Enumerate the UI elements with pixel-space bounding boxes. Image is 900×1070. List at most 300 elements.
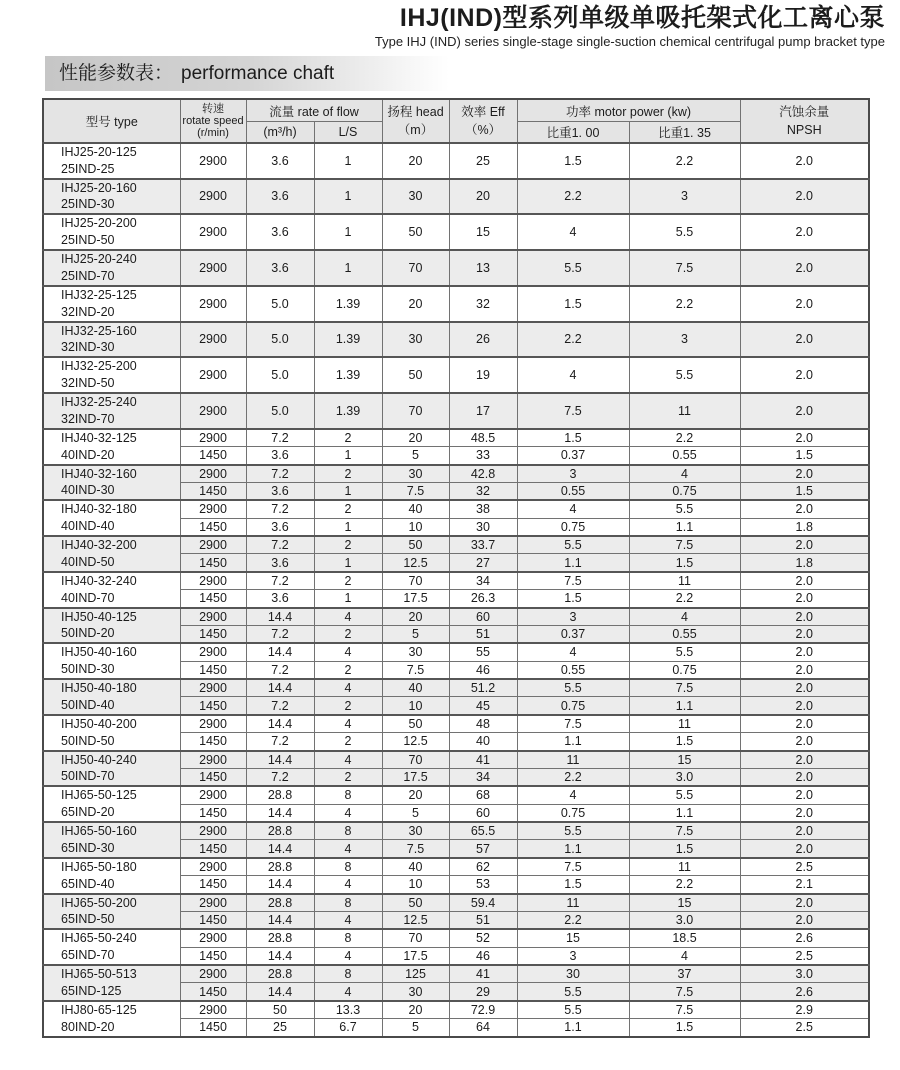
power_sg135-cell: 2.2 bbox=[629, 286, 740, 322]
model-cell bbox=[43, 429, 180, 465]
power_sg135-cell: 11 bbox=[629, 715, 740, 733]
model-name: IHJ25-20-160 bbox=[61, 180, 137, 195]
eff-cell: 57 bbox=[449, 840, 517, 858]
section-label-zh: 性能参数表： bbox=[59, 62, 174, 84]
flow_m3h-cell: 7.2 bbox=[246, 465, 314, 483]
model-name: IHJ32-25-160 bbox=[61, 323, 137, 338]
npsh-cell: 2.0 bbox=[740, 536, 869, 554]
flow_ls-cell: 2 bbox=[314, 500, 382, 518]
flow_ls-cell: 4 bbox=[314, 983, 382, 1001]
power_sg100-cell: 1.1 bbox=[517, 733, 629, 751]
power_sg100-cell: 1.5 bbox=[517, 876, 629, 894]
npsh-cell: 2.5 bbox=[740, 947, 869, 965]
power_sg100-cell: 1.1 bbox=[517, 1019, 629, 1037]
flow_ls-cell: 4 bbox=[314, 876, 382, 894]
npsh-cell: 2.0 bbox=[740, 822, 869, 840]
flow_m3h-cell: 7.2 bbox=[246, 768, 314, 786]
model-name: IHJ65-50-240 bbox=[61, 931, 137, 946]
speed-cell: 1450 bbox=[180, 840, 246, 858]
model-name: IHJ50-40-240 bbox=[61, 752, 137, 767]
power_sg135-cell: 3.0 bbox=[629, 768, 740, 786]
model-name: IHJ32-25-200 bbox=[61, 359, 137, 374]
head-cell: 70 bbox=[382, 393, 449, 429]
col-header-head: 扬程 head （m） bbox=[382, 99, 449, 143]
head-cell: 20 bbox=[382, 286, 449, 322]
npsh-cell: 2.0 bbox=[740, 572, 869, 590]
eff-cell: 60 bbox=[449, 804, 517, 822]
flow_ls-cell: 1 bbox=[314, 482, 382, 500]
model-name: IHJ25-20-240 bbox=[61, 252, 137, 266]
eff-cell: 27 bbox=[449, 554, 517, 572]
power_sg100-cell: 3 bbox=[517, 947, 629, 965]
npsh-cell: 2.0 bbox=[740, 840, 869, 858]
eff-cell: 48.5 bbox=[449, 429, 517, 447]
power_sg100-cell: 1.5 bbox=[517, 143, 629, 179]
model-cell bbox=[43, 143, 180, 179]
flow_m3h-cell: 7.2 bbox=[246, 572, 314, 590]
flow_m3h-cell: 14.4 bbox=[246, 876, 314, 894]
model-cell bbox=[43, 894, 180, 930]
power_sg135-cell: 1.5 bbox=[629, 733, 740, 751]
eff-cell: 64 bbox=[449, 1019, 517, 1037]
table-row bbox=[43, 393, 869, 429]
head-cell: 17.5 bbox=[382, 947, 449, 965]
npsh-cell: 2.0 bbox=[740, 465, 869, 483]
table-row bbox=[43, 536, 869, 554]
head-cell: 50 bbox=[382, 536, 449, 554]
head-cell: 12.5 bbox=[382, 911, 449, 929]
flow_m3h-cell: 14.4 bbox=[246, 804, 314, 822]
eff-cell: 34 bbox=[449, 572, 517, 590]
power_sg100-cell: 1.5 bbox=[517, 590, 629, 608]
power_sg100-cell: 7.5 bbox=[517, 393, 629, 429]
npsh-cell: 2.0 bbox=[740, 697, 869, 715]
section-banner bbox=[45, 56, 449, 91]
speed-cell: 2900 bbox=[180, 965, 246, 983]
table-row bbox=[43, 572, 869, 590]
power_sg100-cell: 2.2 bbox=[517, 322, 629, 358]
table-body bbox=[43, 143, 869, 1037]
power_sg100-cell: 2.2 bbox=[517, 768, 629, 786]
model-name: IHJ65-50-200 bbox=[61, 895, 137, 910]
flow_ls-cell: 8 bbox=[314, 965, 382, 983]
model-alt-name: 40IND-70 bbox=[61, 590, 115, 605]
power_sg100-cell: 4 bbox=[517, 643, 629, 661]
head-cell: 50 bbox=[382, 357, 449, 393]
flow_m3h-cell: 14.4 bbox=[246, 840, 314, 858]
speed-cell: 2900 bbox=[180, 500, 246, 518]
power_sg135-cell: 4 bbox=[629, 465, 740, 483]
eff-cell: 41 bbox=[449, 965, 517, 983]
speed-cell: 1450 bbox=[180, 590, 246, 608]
model-alt-name: 25IND-30 bbox=[61, 197, 115, 212]
power_sg100-cell: 0.75 bbox=[517, 697, 629, 715]
speed-cell: 1450 bbox=[180, 768, 246, 786]
table-row bbox=[43, 929, 869, 947]
power_sg135-cell: 37 bbox=[629, 965, 740, 983]
eff-cell: 51 bbox=[449, 625, 517, 643]
flow_m3h-cell: 7.2 bbox=[246, 697, 314, 715]
eff-cell: 13 bbox=[449, 250, 517, 286]
head-cell: 5 bbox=[382, 447, 449, 465]
flow_ls-cell: 1 bbox=[314, 590, 382, 608]
eff-cell: 46 bbox=[449, 947, 517, 965]
eff-cell: 38 bbox=[449, 500, 517, 518]
subcol-flow-m3h: (m³/h) bbox=[246, 122, 314, 143]
flow_m3h-cell: 14.4 bbox=[246, 911, 314, 929]
col-header-speed: 转速 rotate speed (r/min) bbox=[180, 99, 246, 143]
flow_ls-cell: 1 bbox=[314, 518, 382, 536]
head-cell: 20 bbox=[382, 429, 449, 447]
npsh-cell: 2.6 bbox=[740, 983, 869, 1001]
eff-cell: 60 bbox=[449, 608, 517, 626]
eff-cell: 53 bbox=[449, 876, 517, 894]
head-cell: 20 bbox=[382, 786, 449, 804]
model-name: IHJ50-40-180 bbox=[61, 681, 137, 695]
speed-cell: 2900 bbox=[180, 608, 246, 626]
head-cell: 40 bbox=[382, 858, 449, 876]
speed-cell: 1450 bbox=[180, 554, 246, 572]
flow_m3h-cell: 28.8 bbox=[246, 929, 314, 947]
eff-cell: 19 bbox=[449, 357, 517, 393]
head-cell: 40 bbox=[382, 679, 449, 697]
npsh-cell: 2.0 bbox=[740, 661, 869, 679]
flow_ls-cell: 4 bbox=[314, 715, 382, 733]
npsh-cell: 2.0 bbox=[740, 625, 869, 643]
power_sg100-cell: 1.5 bbox=[517, 429, 629, 447]
power_sg135-cell: 1.5 bbox=[629, 1019, 740, 1037]
head-cell: 5 bbox=[382, 625, 449, 643]
power_sg100-cell: 0.55 bbox=[517, 661, 629, 679]
flow_ls-cell: 2 bbox=[314, 429, 382, 447]
eff-cell: 15 bbox=[449, 214, 517, 250]
speed-cell: 2900 bbox=[180, 929, 246, 947]
speed-cell: 2900 bbox=[180, 143, 246, 179]
head-cell: 5 bbox=[382, 804, 449, 822]
model-alt-name: 32IND-50 bbox=[61, 376, 115, 391]
col-header-power: 功率 motor power (kw) bbox=[517, 99, 740, 122]
eff-cell: 25 bbox=[449, 143, 517, 179]
speed-cell: 1450 bbox=[180, 911, 246, 929]
model-name: IHJ40-32-180 bbox=[61, 502, 137, 517]
flow_ls-cell: 2 bbox=[314, 697, 382, 715]
power_sg135-cell: 3 bbox=[629, 322, 740, 358]
flow_ls-cell: 4 bbox=[314, 643, 382, 661]
npsh-cell: 2.0 bbox=[740, 751, 869, 769]
power_sg135-cell: 18.5 bbox=[629, 929, 740, 947]
eff-cell: 32 bbox=[449, 286, 517, 322]
model-cell bbox=[43, 751, 180, 787]
head-cell: 30 bbox=[382, 465, 449, 483]
speed-cell: 2900 bbox=[180, 894, 246, 912]
head-cell: 30 bbox=[382, 643, 449, 661]
model-name: IHJ50-40-160 bbox=[61, 645, 137, 660]
table-row bbox=[43, 357, 869, 393]
power_sg100-cell: 0.75 bbox=[517, 804, 629, 822]
power_sg135-cell: 7.5 bbox=[629, 536, 740, 554]
npsh-cell: 2.0 bbox=[740, 179, 869, 215]
table-row bbox=[43, 143, 869, 179]
flow_m3h-cell: 3.6 bbox=[246, 518, 314, 536]
model-cell bbox=[43, 179, 180, 215]
speed-cell: 2900 bbox=[180, 536, 246, 554]
section-label-en: performance chaft bbox=[181, 62, 335, 84]
npsh-cell: 2.0 bbox=[740, 643, 869, 661]
npsh-cell: 2.0 bbox=[740, 786, 869, 804]
col-header-npsh: 汽蚀余量 NPSH bbox=[740, 99, 869, 143]
model-alt-name: 80IND-20 bbox=[61, 1019, 115, 1034]
eff-cell: 33.7 bbox=[449, 536, 517, 554]
power_sg100-cell: 3 bbox=[517, 608, 629, 626]
power_sg100-cell: 0.37 bbox=[517, 625, 629, 643]
flow_m3h-cell: 3.6 bbox=[246, 554, 314, 572]
model-name: IHJ40-32-160 bbox=[61, 466, 137, 481]
power_sg135-cell: 5.5 bbox=[629, 643, 740, 661]
model-cell bbox=[43, 214, 180, 250]
subcol-power-sg135: 比重1. 35 bbox=[629, 122, 740, 143]
head-cell: 50 bbox=[382, 894, 449, 912]
table-row bbox=[43, 751, 869, 769]
speed-cell: 1450 bbox=[180, 697, 246, 715]
head-cell: 125 bbox=[382, 965, 449, 983]
flow_ls-cell: 8 bbox=[314, 929, 382, 947]
power_sg135-cell: 7.5 bbox=[629, 250, 740, 286]
flow_ls-cell: 8 bbox=[314, 786, 382, 804]
flow_m3h-cell: 7.2 bbox=[246, 500, 314, 518]
power_sg100-cell: 0.75 bbox=[517, 518, 629, 536]
model-cell bbox=[43, 536, 180, 572]
flow_ls-cell: 8 bbox=[314, 822, 382, 840]
table-row bbox=[43, 179, 869, 215]
flow_ls-cell: 4 bbox=[314, 947, 382, 965]
flow_ls-cell: 1.39 bbox=[314, 357, 382, 393]
npsh-cell: 2.0 bbox=[740, 500, 869, 518]
model-name: IHJ32-25-125 bbox=[61, 287, 137, 302]
flow_m3h-cell: 5.0 bbox=[246, 322, 314, 358]
power_sg135-cell: 7.5 bbox=[629, 822, 740, 840]
power_sg100-cell: 7.5 bbox=[517, 715, 629, 733]
flow_m3h-cell: 5.0 bbox=[246, 286, 314, 322]
speed-cell: 2900 bbox=[180, 179, 246, 215]
flow_ls-cell: 1 bbox=[314, 554, 382, 572]
eff-cell: 26.3 bbox=[449, 590, 517, 608]
model-name: IHJ25-20-125 bbox=[61, 144, 137, 159]
npsh-cell: 2.5 bbox=[740, 1019, 869, 1037]
eff-cell: 34 bbox=[449, 768, 517, 786]
performance-table bbox=[42, 98, 870, 1038]
head-cell: 30 bbox=[382, 822, 449, 840]
table-row bbox=[43, 786, 869, 804]
speed-cell: 2900 bbox=[180, 822, 246, 840]
model-alt-name: 32IND-30 bbox=[61, 340, 115, 355]
model-alt-name: 25IND-25 bbox=[61, 161, 115, 176]
speed-cell: 2900 bbox=[180, 393, 246, 429]
flow_ls-cell: 2 bbox=[314, 661, 382, 679]
model-cell bbox=[43, 286, 180, 322]
model-alt-name: 40IND-30 bbox=[61, 483, 115, 498]
head-cell: 30 bbox=[382, 983, 449, 1001]
flow_ls-cell: 4 bbox=[314, 911, 382, 929]
npsh-cell: 2.0 bbox=[740, 322, 869, 358]
table-header bbox=[43, 99, 869, 143]
flow_m3h-cell: 7.2 bbox=[246, 733, 314, 751]
speed-cell: 2900 bbox=[180, 357, 246, 393]
flow_m3h-cell: 28.8 bbox=[246, 822, 314, 840]
speed-cell: 2900 bbox=[180, 322, 246, 358]
model-cell bbox=[43, 929, 180, 965]
head-cell: 50 bbox=[382, 715, 449, 733]
flow_m3h-cell: 3.6 bbox=[246, 250, 314, 286]
power_sg135-cell: 5.5 bbox=[629, 500, 740, 518]
power_sg135-cell: 5.5 bbox=[629, 357, 740, 393]
eff-cell: 51 bbox=[449, 911, 517, 929]
flow_m3h-cell: 14.4 bbox=[246, 679, 314, 697]
subcol-power-sg100: 比重1. 00 bbox=[517, 122, 629, 143]
flow_ls-cell: 1 bbox=[314, 250, 382, 286]
power_sg100-cell: 4 bbox=[517, 500, 629, 518]
power_sg100-cell: 5.5 bbox=[517, 250, 629, 286]
model-name: IHJ40-32-125 bbox=[61, 430, 137, 445]
eff-cell: 29 bbox=[449, 983, 517, 1001]
power_sg100-cell: 3 bbox=[517, 465, 629, 483]
eff-cell: 68 bbox=[449, 786, 517, 804]
power_sg100-cell: 2.2 bbox=[517, 179, 629, 215]
page-title: IHJ(IND)型系列单级单吸托架式化工离心泵 bbox=[399, 4, 885, 32]
head-cell: 70 bbox=[382, 751, 449, 769]
npsh-cell: 1.8 bbox=[740, 518, 869, 536]
npsh-cell: 2.0 bbox=[740, 393, 869, 429]
flow_m3h-cell: 7.2 bbox=[246, 661, 314, 679]
npsh-cell: 2.0 bbox=[740, 250, 869, 286]
head-cell: 30 bbox=[382, 179, 449, 215]
head-cell: 5 bbox=[382, 1019, 449, 1037]
model-cell bbox=[43, 822, 180, 858]
flow_m3h-cell: 25 bbox=[246, 1019, 314, 1037]
model-alt-name: 50IND-30 bbox=[61, 662, 115, 677]
speed-cell: 2900 bbox=[180, 250, 246, 286]
model-alt-name: 40IND-20 bbox=[61, 447, 115, 462]
power_sg100-cell: 5.5 bbox=[517, 536, 629, 554]
document-header bbox=[0, 0, 900, 49]
head-cell: 12.5 bbox=[382, 554, 449, 572]
flow_m3h-cell: 5.0 bbox=[246, 357, 314, 393]
eff-cell: 52 bbox=[449, 929, 517, 947]
power_sg135-cell: 1.1 bbox=[629, 518, 740, 536]
model-name: IHJ65-50-513 bbox=[61, 967, 137, 981]
col-header-eff: 效率 Eff （%） bbox=[449, 99, 517, 143]
flow_m3h-cell: 28.8 bbox=[246, 786, 314, 804]
table-row bbox=[43, 715, 869, 733]
power_sg100-cell: 2.2 bbox=[517, 911, 629, 929]
model-alt-name: 32IND-20 bbox=[61, 304, 115, 319]
flow_m3h-cell: 28.8 bbox=[246, 858, 314, 876]
flow_ls-cell: 8 bbox=[314, 894, 382, 912]
power_sg100-cell: 4 bbox=[517, 214, 629, 250]
model-cell bbox=[43, 322, 180, 358]
npsh-cell: 2.0 bbox=[740, 590, 869, 608]
eff-cell: 41 bbox=[449, 751, 517, 769]
power_sg100-cell: 4 bbox=[517, 357, 629, 393]
power_sg135-cell: 11 bbox=[629, 393, 740, 429]
flow_ls-cell: 1.39 bbox=[314, 322, 382, 358]
col-header-model: 型号 type bbox=[43, 99, 180, 143]
flow_m3h-cell: 7.2 bbox=[246, 429, 314, 447]
model-cell bbox=[43, 608, 180, 644]
model-name: IHJ50-40-125 bbox=[61, 609, 137, 624]
speed-cell: 2900 bbox=[180, 572, 246, 590]
model-name: IHJ40-32-240 bbox=[61, 573, 137, 588]
power_sg100-cell: 7.5 bbox=[517, 572, 629, 590]
npsh-cell: 2.0 bbox=[740, 768, 869, 786]
npsh-cell: 2.0 bbox=[740, 715, 869, 733]
model-name: IHJ25-20-200 bbox=[61, 216, 137, 231]
model-cell bbox=[43, 500, 180, 536]
model-alt-name: 65IND-30 bbox=[61, 840, 115, 855]
flow_m3h-cell: 3.6 bbox=[246, 179, 314, 215]
flow_ls-cell: 1 bbox=[314, 143, 382, 179]
power_sg135-cell: 15 bbox=[629, 894, 740, 912]
speed-cell: 2900 bbox=[180, 1001, 246, 1019]
power_sg135-cell: 1.1 bbox=[629, 697, 740, 715]
head-cell: 17.5 bbox=[382, 768, 449, 786]
power_sg135-cell: 2.2 bbox=[629, 590, 740, 608]
table-row bbox=[43, 679, 869, 697]
flow_m3h-cell: 3.6 bbox=[246, 447, 314, 465]
flow_ls-cell: 4 bbox=[314, 679, 382, 697]
power_sg135-cell: 4 bbox=[629, 947, 740, 965]
eff-cell: 33 bbox=[449, 447, 517, 465]
table-row bbox=[43, 858, 869, 876]
power_sg135-cell: 4 bbox=[629, 608, 740, 626]
model-alt-name: 65IND-70 bbox=[61, 948, 115, 963]
eff-cell: 65.5 bbox=[449, 822, 517, 840]
model-cell bbox=[43, 393, 180, 429]
flow_m3h-cell: 3.6 bbox=[246, 214, 314, 250]
head-cell: 50 bbox=[382, 214, 449, 250]
flow_m3h-cell: 14.4 bbox=[246, 983, 314, 1001]
eff-cell: 42.8 bbox=[449, 465, 517, 483]
speed-cell: 2900 bbox=[180, 858, 246, 876]
model-alt-name: 25IND-50 bbox=[61, 233, 115, 248]
model-cell bbox=[43, 1001, 180, 1037]
speed-cell: 1450 bbox=[180, 983, 246, 1001]
head-cell: 20 bbox=[382, 1001, 449, 1019]
table-row bbox=[43, 965, 869, 983]
power_sg100-cell: 1.1 bbox=[517, 840, 629, 858]
speed-cell: 1450 bbox=[180, 804, 246, 822]
power_sg135-cell: 3.0 bbox=[629, 911, 740, 929]
subcol-flow-ls: L/S bbox=[314, 122, 382, 143]
power_sg100-cell: 11 bbox=[517, 751, 629, 769]
model-alt-name: 25IND-70 bbox=[61, 268, 115, 283]
flow_ls-cell: 1.39 bbox=[314, 286, 382, 322]
npsh-cell: 1.5 bbox=[740, 482, 869, 500]
eff-cell: 30 bbox=[449, 518, 517, 536]
speed-cell: 1450 bbox=[180, 447, 246, 465]
speed-cell: 1450 bbox=[180, 947, 246, 965]
power_sg135-cell: 1.1 bbox=[629, 804, 740, 822]
flow_ls-cell: 2 bbox=[314, 536, 382, 554]
flow_ls-cell: 2 bbox=[314, 625, 382, 643]
power_sg135-cell: 2.2 bbox=[629, 429, 740, 447]
model-cell bbox=[43, 643, 180, 679]
model-name: IHJ32-25-240 bbox=[61, 395, 137, 409]
eff-cell: 48 bbox=[449, 715, 517, 733]
model-name: IHJ50-40-200 bbox=[61, 716, 137, 731]
npsh-cell: 2.0 bbox=[740, 804, 869, 822]
flow_m3h-cell: 3.6 bbox=[246, 482, 314, 500]
model-alt-name: 40IND-50 bbox=[61, 554, 115, 569]
